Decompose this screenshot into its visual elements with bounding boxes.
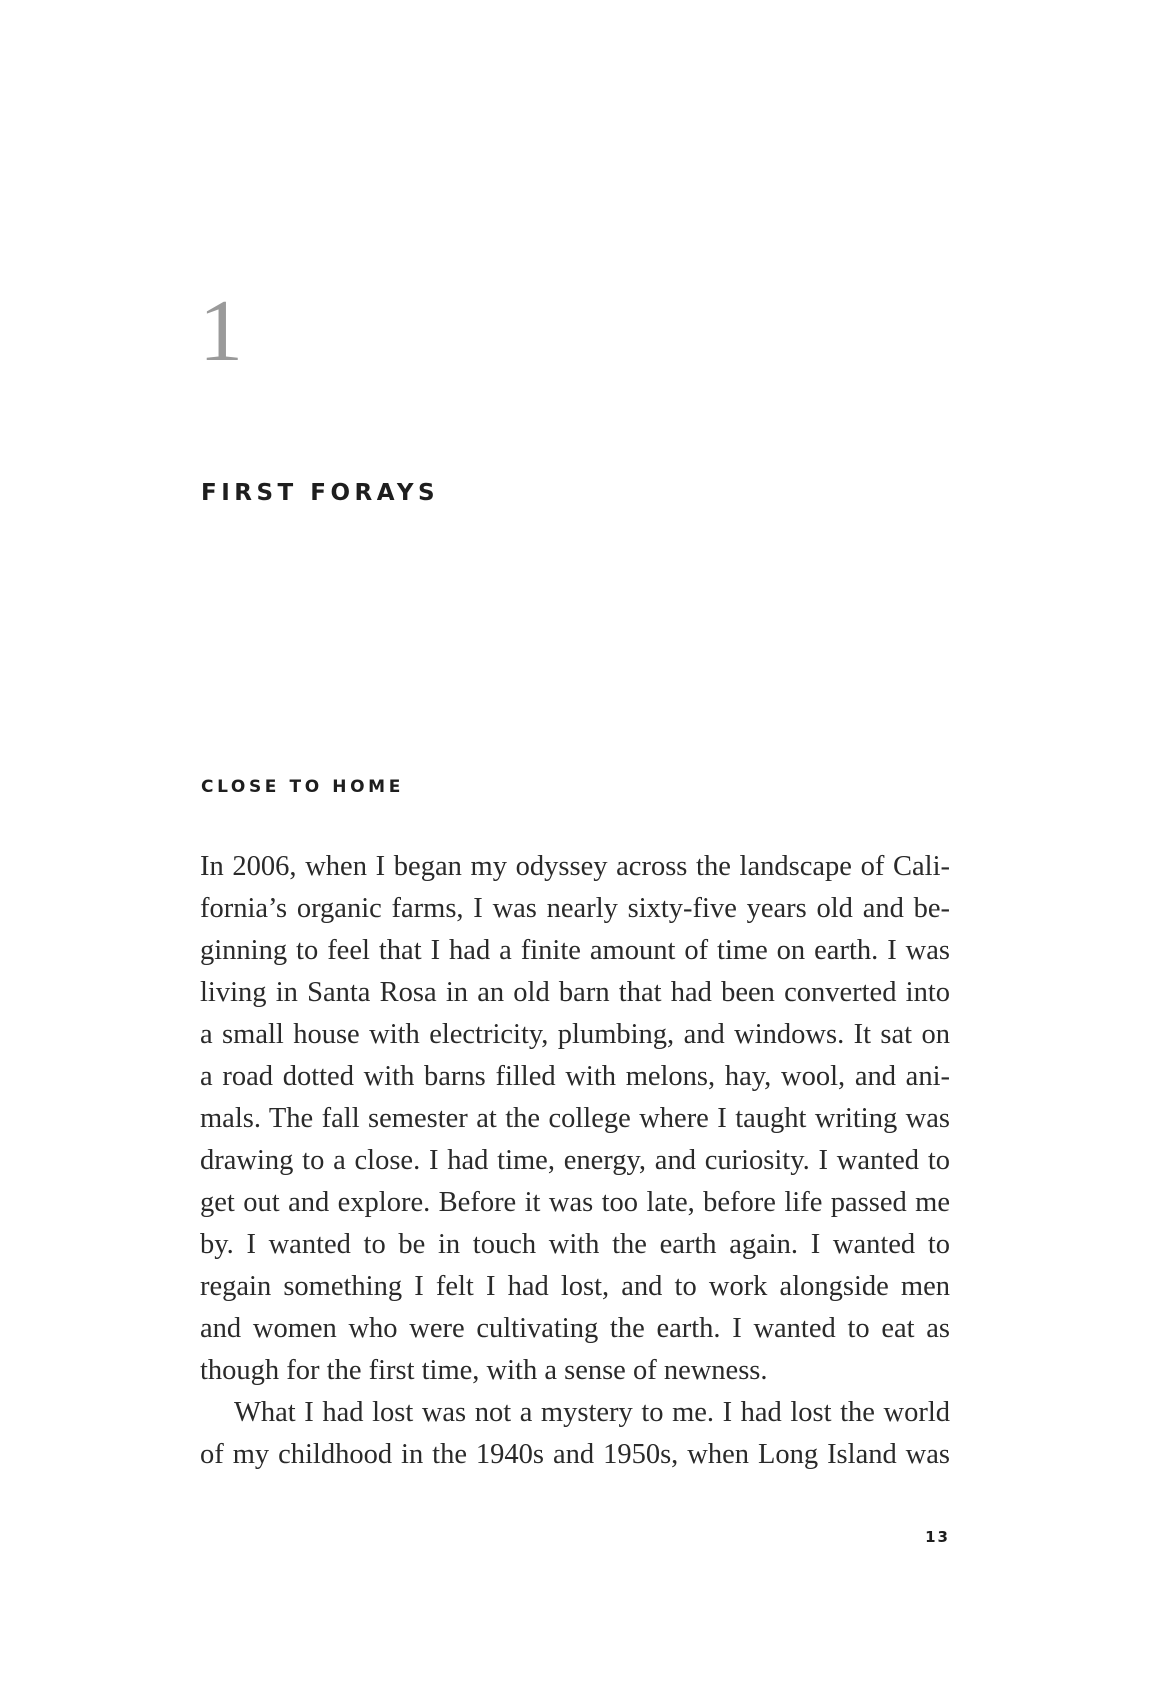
text-line: drawing to a close. I had time, energy, and curiosity. I wanted to [200,1145,950,1176]
text-line: ginning to feel that I had a finite amount of time on earth. I was [200,935,950,966]
text-line: though for the first time, with a sense of newness. [200,1355,768,1386]
text-line: fornia’s organic farms, I was nearly sixty-five years old and be- [200,893,950,924]
text-line: What I had lost was not a mystery to me. I had lost the world [234,1397,950,1428]
text-line: regain something I felt I had lost, and to work alongside men [200,1271,950,1302]
text-line: and women who were cultivating the earth. I wanted to eat as [200,1313,950,1344]
paragraph-1 [200,846,950,1392]
text-line: mals. The fall semester at the college where I taught writing was [200,1103,950,1134]
chapter-title: FIRST FORAYS [201,480,440,506]
text-line: by. I wanted to be in touch with the earth again. I wanted to [200,1229,950,1260]
text-line: get out and explore. Before it was too late, before life passed me [200,1187,950,1218]
paragraph-2 [200,1392,950,1476]
text-line: a road dotted with barns filled with melons, hay, wool, and ani- [200,1061,950,1092]
chapter-number: 1 [199,283,243,380]
text-line: In 2006, when I began my odyssey across the landscape of Cali- [200,851,950,882]
section-heading: CLOSE TO HOME [201,777,404,797]
page-number: 13 [925,1528,950,1546]
body-text [200,846,950,1476]
text-line: a small house with electricity, plumbing, and windows. It sat on [200,1019,950,1050]
text-line: of my childhood in the 1940s and 1950s, when Long Island was [200,1439,950,1470]
text-line: living in Santa Rosa in an old barn that had been converted into [200,977,950,1008]
